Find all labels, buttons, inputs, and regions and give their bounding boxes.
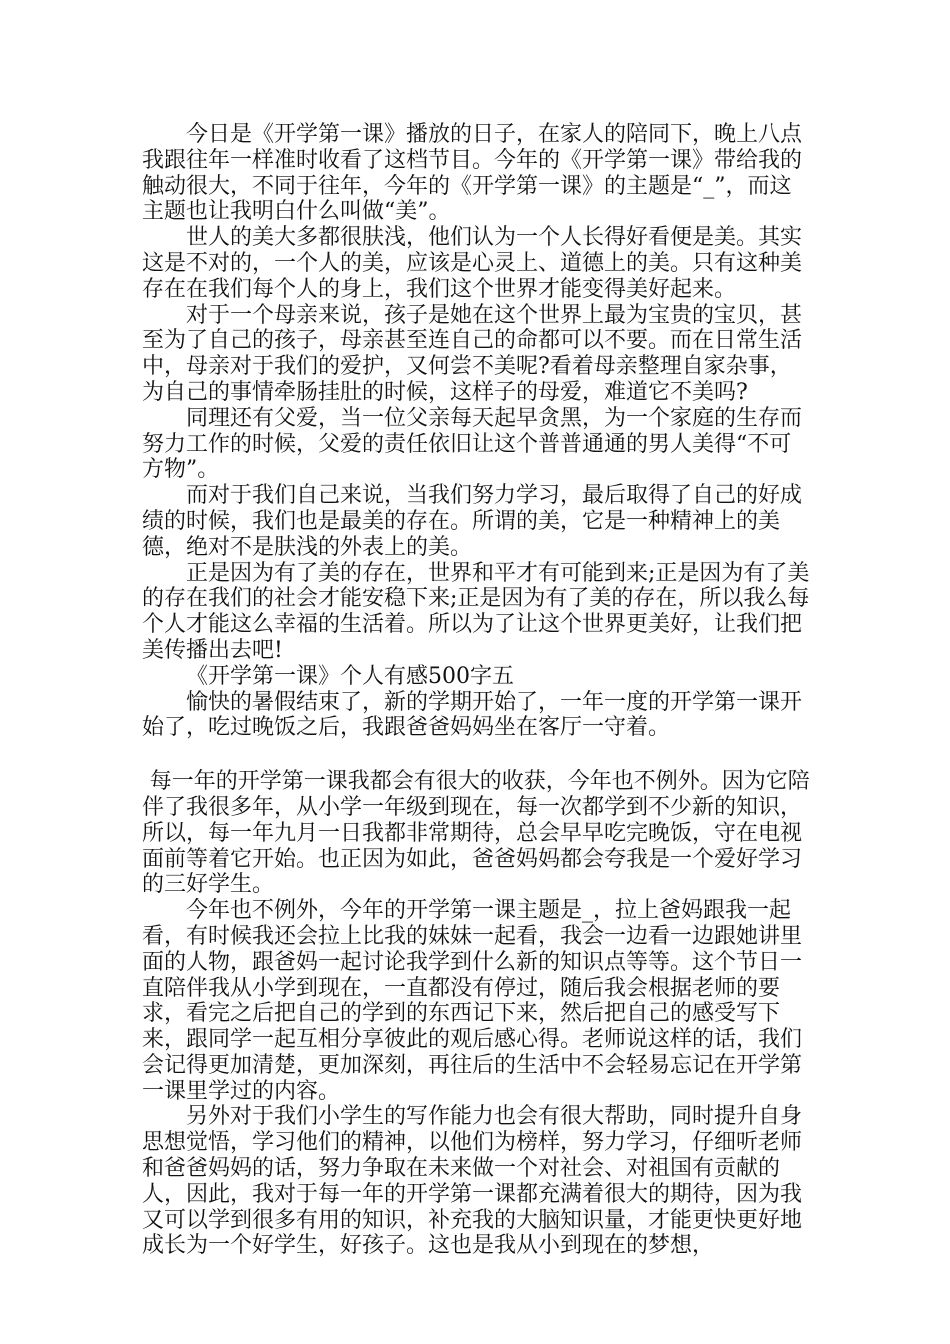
paragraph-1: 今日是《开学第一课》播放的日子，在家人的陪同下，晚上八点我跟往年一样准时收看了这档节目。今年的《开学第一课》带给我的触动很大，不同于往年，今年的《开学第一课》的主题是“_”，而这主题也让我明白什么叫做“美”。 <box>142 122 803 225</box>
paragraph-3: 对于一个母亲来说，孩子是她在这个世界上最为宝贵的宝贝，甚至为了自己的孩子，母亲甚至连自己的命都可以不要。而在日常生活中，母亲对于我们的爱护，又何尝不美呢?看着母亲整理自家杂事，为自己的事情牵肠挂肚的时候，这样子的母爱，难道它不美吗? <box>142 302 803 405</box>
paragraph-10: 另外对于我们小学生的写作能力也会有很大帮助，同时提升自身思想觉悟，学习他们的精神，以他们为榜样，努力学习，仔细听老师和爸爸妈妈的话，努力争取在未来做一个对社会、对祖国有贡献的人，因此，我对于每一年的开学第一课都充满着很大的期待，因为我又可以学到很多有用的知识，补充我的大脑知识量，才能更快更好地成长为一个好学生，好孩子。这也是我从小到现在的梦想， <box>142 1104 803 1259</box>
paragraph-4: 同理还有父爱，当一位父亲每天起早贪黑，为一个家庭的生存而努力工作的时候，父爱的责任依旧让这个普普通通的男人美得“不可方物”。 <box>142 405 803 483</box>
paragraph-8: 每一年的开学第一课我都会有很大的收获，今年也不例外。因为它陪伴了我很多年，从小学一年级到现在，每一次都学到不少新的知识，所以，每一年九月一日我都非常期待，总会早早吃完晚饭，守在电视面前等着它开始。也正因为如此，爸爸妈妈都会夸我是一个爱好学习的三好学生。 <box>142 769 810 898</box>
paragraph-9: 今年也不例外，今年的开学第一课主题是_，拉上爸妈跟我一起看，有时候我还会拉上比我的妹妹一起看，我会一边看一边跟她讲里面的人物，跟爸妈一起讨论我学到什么新的知识点等等。这个节日一直陪伴我从小学到现在，一直都没有停过，随后我会根据老师的要求，看完之后把自己的学到的东西记下来，然后把自己的感受写下来，跟同学一起互相分享彼此的观后感心得。老师说这样的话，我们会记得更加清楚，更加深刻，再往后的生活中不会轻易忘记在开学第一课里学过的内容。 <box>142 898 803 1104</box>
paragraph-7: 愉快的暑假结束了，新的学期开始了，一年一度的开学第一课开始了，吃过晚饭之后，我跟爸爸妈妈坐在客厅一守着。 <box>142 689 803 741</box>
paragraph-gap <box>142 741 812 769</box>
paragraph-6: 正是因为有了美的存在，世界和平才有可能到来;正是因为有了美的存在我们的社会才能安稳下来;正是因为有了美的存在，所以我么每个人才能这么幸福的生活着。所以为了让这个世界更美好，让我们把美传播出去吧! <box>142 560 810 663</box>
document-body <box>142 122 812 1259</box>
section-heading: 《开学第一课》个人有感500字五 <box>186 663 514 689</box>
paragraph-5: 而对于我们自己来说，当我们努力学习，最后取得了自己的好成绩的时候，我们也是最美的存在。所谓的美，它是一种精神上的美德，绝对不是肤浅的外表上的美。 <box>142 483 803 560</box>
paragraph-2: 世人的美大多都很肤浅，他们认为一个人长得好看便是美。其实这是不对的，一个人的美，应该是心灵上、道德上的美。只有这种美存在在我们每个人的身上，我们这个世界才能变得美好起来。 <box>142 225 803 302</box>
